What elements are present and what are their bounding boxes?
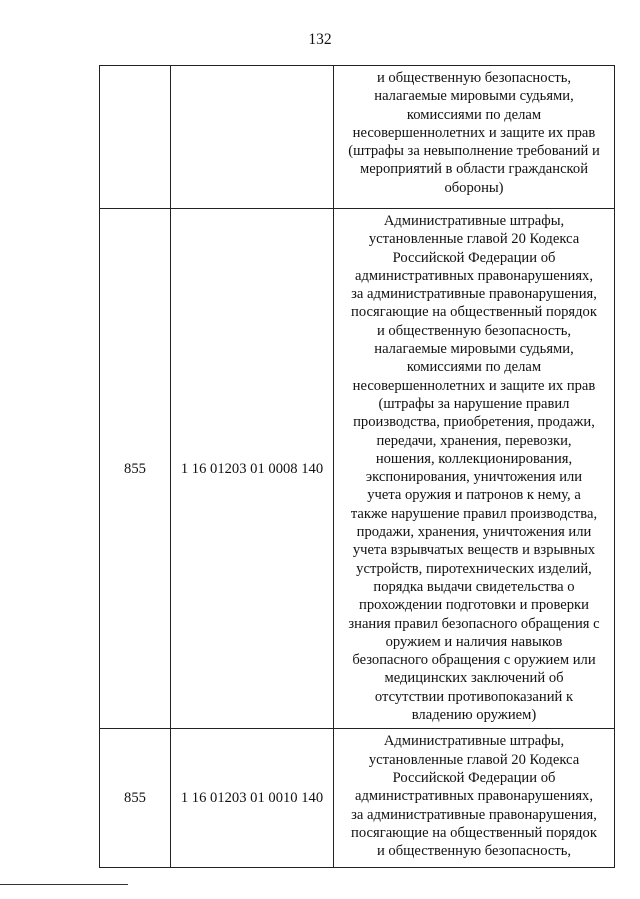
- admin-code-cell: 855: [100, 729, 171, 868]
- description-line: прохождении подготовки и проверки: [359, 597, 589, 614]
- description-line: установленные главой 20 Кодекса: [368, 231, 580, 248]
- description-line: также нарушение правил производства,: [350, 505, 598, 522]
- description-line: Российской Федерации об: [392, 769, 556, 786]
- description-line: передачи, хранения, перевозки,: [376, 432, 572, 449]
- budget-classification-code-cell: 1 16 01203 01 0008 140: [171, 209, 334, 729]
- description-line: административных правонарушениях,: [355, 267, 593, 284]
- description-line: несовершеннолетних и защите их прав: [352, 124, 596, 141]
- description-line: учета оружия и патронов к нему, а: [367, 487, 581, 504]
- description-cell: [334, 66, 615, 209]
- description-line: обороны): [444, 179, 504, 196]
- description-line: отсутствии противопоказаний к: [374, 688, 574, 705]
- description-line: административных правонарушениях,: [355, 788, 593, 805]
- description-line: посягающие на общественный порядок: [351, 824, 597, 841]
- table-row: [100, 66, 615, 209]
- table-row: [100, 729, 615, 868]
- description-line: экспонирования, уничтожения или: [365, 469, 583, 486]
- description-line: порядка выдачи свидетельства о: [373, 578, 575, 595]
- description-line: мероприятий в области гражданской: [359, 161, 589, 178]
- description-line: за административные правонарушения,: [351, 286, 597, 303]
- budget-classification-code-cell: [171, 66, 334, 209]
- description-line: Административные штрафы,: [383, 733, 565, 750]
- description-line: (штрафы за нарушение правил: [378, 395, 570, 412]
- description-line: знания правил безопасного обращения с: [348, 615, 600, 632]
- description-line: комиссиями по делам: [406, 359, 542, 376]
- revenue-codes-table: [99, 65, 615, 868]
- description-line: налагаемые мировыми судьями,: [374, 341, 574, 358]
- page-number: 132: [308, 31, 332, 48]
- description-line: Российской Федерации об: [392, 249, 556, 266]
- description-line: безопасного обращения с оружием или: [352, 652, 596, 669]
- admin-code-cell: [100, 66, 171, 209]
- table-row: [100, 209, 615, 729]
- budget-classification-code-cell: 1 16 01203 01 0010 140: [171, 729, 334, 868]
- footnote-divider: [0, 884, 128, 885]
- description-line: продажи, хранения, уничтожения или: [356, 524, 592, 541]
- description-line: медицинских заключений об: [384, 670, 564, 687]
- description-line: владению оружием): [411, 707, 537, 724]
- description-line: и общественную безопасность,: [376, 70, 572, 86]
- description-cell: [334, 209, 615, 729]
- description-line: (штрафы за невыполнение требований и: [348, 143, 600, 160]
- description-cell: [334, 729, 615, 868]
- description-line: Административные штрафы,: [383, 213, 565, 229]
- description-line: ношения, коллекционирования,: [375, 450, 573, 467]
- description-line: налагаемые мировыми судьями,: [374, 88, 574, 105]
- description-line: за административные правонарушения,: [351, 806, 597, 823]
- description-line: и общественную безопасность,: [376, 322, 572, 339]
- description-line: посягающие на общественный порядок: [351, 304, 597, 321]
- description-line: оружием и наличия навыков: [385, 633, 563, 650]
- description-line: и общественную безопасность,: [376, 843, 572, 860]
- description-line: комиссиями по делам: [406, 106, 542, 123]
- description-line: производства, приобретения, продажи,: [353, 414, 595, 431]
- description-line: учета взрывчатых веществ и взрывных: [352, 542, 596, 559]
- description-line: несовершеннолетних и защите их прав: [352, 377, 596, 394]
- description-line: устройств, пиротехнических изделий,: [356, 560, 592, 577]
- description-line: установленные главой 20 Кодекса: [368, 751, 580, 768]
- admin-code-cell: 855: [100, 209, 171, 729]
